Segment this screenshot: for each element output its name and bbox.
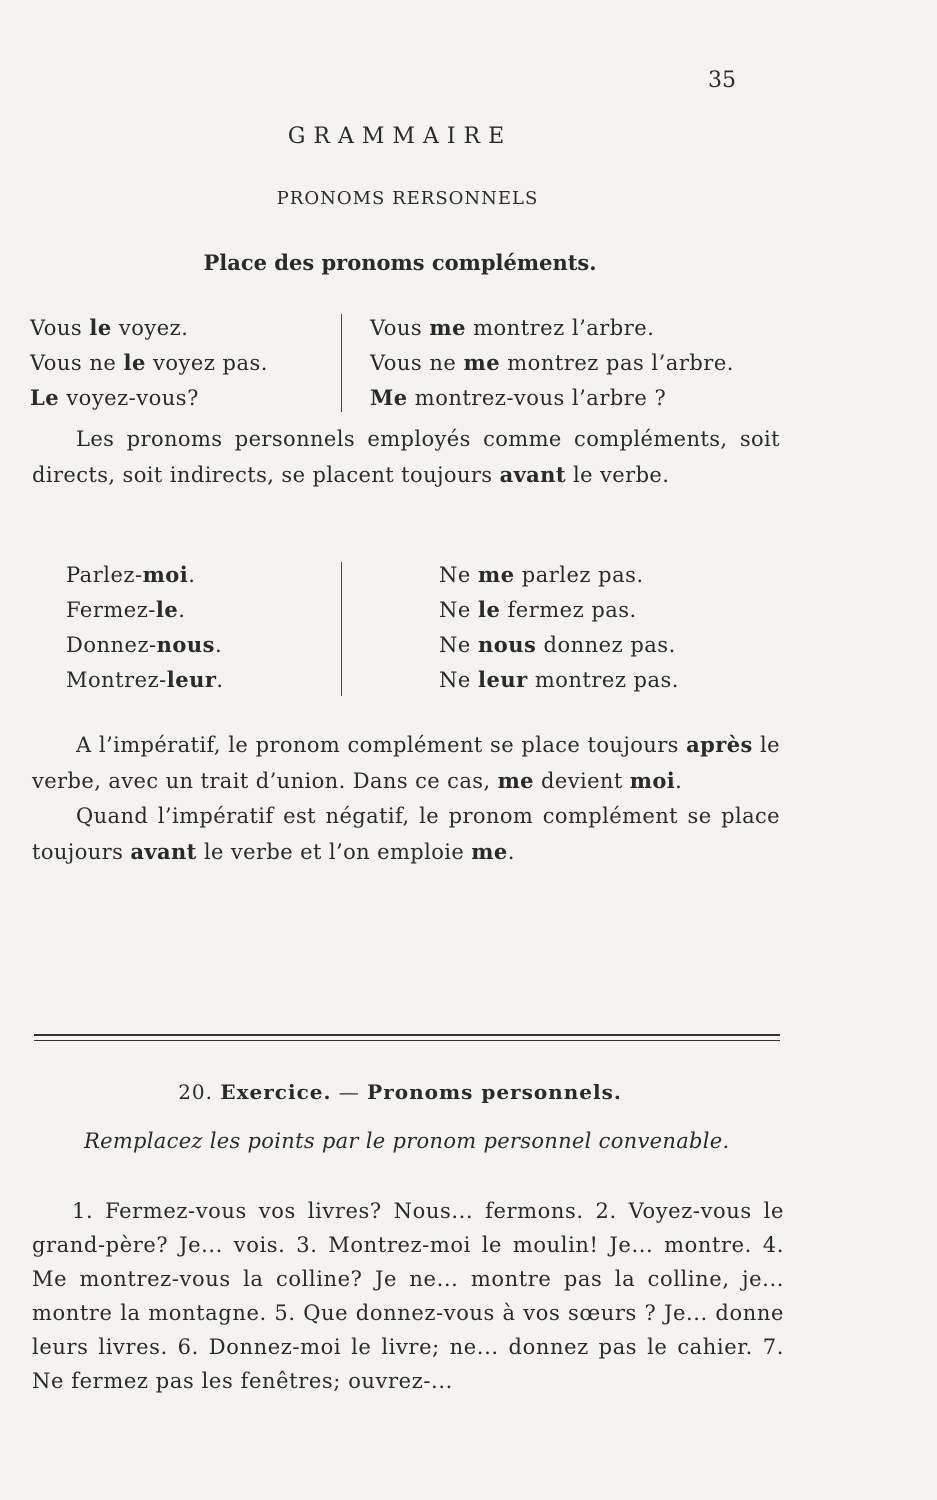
examples2-left-column: [66, 557, 224, 697]
column-divider: [341, 562, 342, 696]
exercise-text: 1. Fermez-vous vos livres? Nous... fermons. 2. Voyez-vous le grand-père? Je... vois. 3. Montrez-moi le moulin! Je... montre. 4. Me montrez-vous la colline? Je ne... montre pas la colline, je... montre la montagne. 5. Que donnez-vous à vos sœurs ? Je... donne leurs livres. 6. Donnez-moi le livre; ne... donnez pas le cahier. 7. Ne fermez pas les fenêtres; ouvrez-...: [32, 1199, 784, 1393]
examples1-right-column: [370, 310, 734, 415]
page-number: 35: [708, 68, 736, 93]
example-line: Parlez-moi.: [66, 562, 196, 587]
example-line: Ne nous donnez pas.: [439, 632, 676, 657]
example-line: Montrez-leur.: [66, 667, 224, 692]
exercise-heading: 20. Exercice. — Pronoms personnels.: [178, 1080, 622, 1104]
example-line: Vous ne le voyez pas.: [30, 350, 268, 375]
exercise-instruction: Remplacez les points par le pronom personnel convenable.: [84, 1129, 730, 1153]
example-line: Fermez-le.: [66, 597, 186, 622]
column-divider: [341, 314, 342, 412]
examples1-left-column: [30, 310, 268, 415]
rule-paragraph-3: Quand l’impératif est négatif, le pronom complément se place toujours avant le verbe et l’on emploie me.: [32, 804, 780, 864]
horizontal-rule: [34, 1034, 780, 1036]
example-line: Ne me parlez pas.: [439, 562, 644, 587]
topic-heading: Place des pronoms compléments.: [203, 250, 597, 275]
example-line: Ne le fermez pas.: [439, 597, 637, 622]
subsection-heading: PRONOMS RERSONNELS: [276, 188, 539, 209]
examples2-right-column: [439, 557, 679, 697]
example-line: Me montrez-vous l’arbre ?: [370, 385, 667, 410]
example-line: Ne leur montrez pas.: [439, 667, 679, 692]
example-line: Vous me montrez l’arbre.: [370, 315, 655, 340]
example-line: Donnez-nous.: [66, 632, 223, 657]
horizontal-rule: [34, 1040, 780, 1041]
section-heading: GRAMMAIRE: [287, 124, 513, 149]
rule-paragraph-1: Les pronoms personnels employés comme compléments, soit directs, soit indirects, se placent toujours avant le verbe.: [32, 427, 780, 487]
example-line: Vous ne me montrez pas l’arbre.: [370, 350, 734, 375]
rule-paragraph-2: A l’impératif, le pronom complément se place toujours après le verbe, avec un trait d’union. Dans ce cas, me devient moi. Quand l’impératif est négatif, le pronom complément se place toujours avant le verbe et l’on emploie me.: [32, 727, 780, 870]
example-line: Le voyez-vous?: [30, 385, 199, 410]
example-line: Vous le voyez.: [30, 315, 189, 340]
